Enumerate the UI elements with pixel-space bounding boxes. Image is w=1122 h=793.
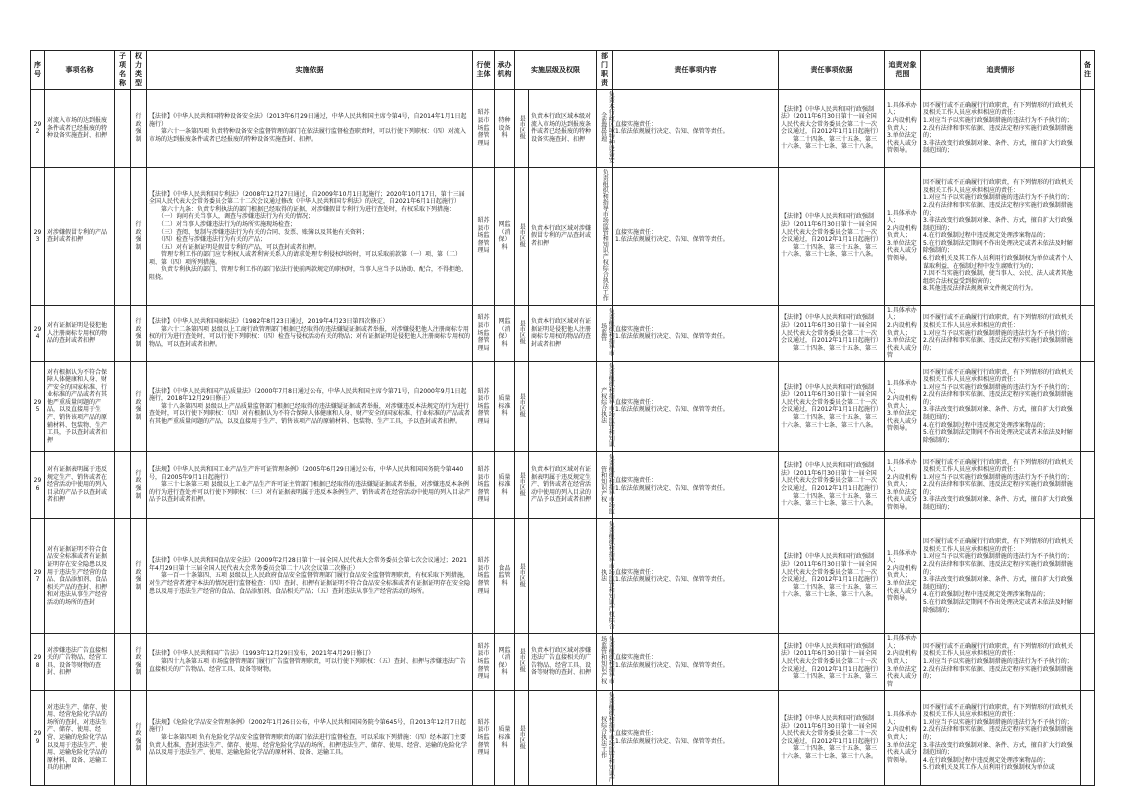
header-circ: 追责情形 <box>921 51 1081 90</box>
cell-scope-text: 1.具体承办人； 2.内设机构负责人； 3.单位法定代表人或分管领导。 <box>887 549 918 603</box>
cell-seq <box>31 362 45 452</box>
cell-type <box>131 633 147 690</box>
cell-dutybasis <box>779 519 885 634</box>
cell-type-text: 行政强制 <box>135 646 142 677</box>
cell-circ-text: 因不履行或不正确履行行政职责，有下列情形的行政机关及相关工作人员应承担相应的责任： 1.对应当予以实施行政强制措施的违法行为不予执行的； 2.没有法律和事实依据、违反法定程序实施行政强制措施的； 3.非法改变行政强制对象、条件、方式，擅自扩大行政强制范围的； 4.在行政强制过程中违反规定处理涉案物品的； 5.行政机关及其工作人员利用行政强制权为单位或 <box>923 703 1074 772</box>
cell-type-text: 行政强制 <box>135 560 142 591</box>
cell-basis <box>147 90 473 168</box>
cell-level-tier <box>515 167 529 305</box>
cell-name-text: 对流入市场的达到报废条件或者已经报废的特种设备实施查封、扣押 <box>47 116 108 140</box>
cell-seq <box>31 167 45 305</box>
cell-seq-text: 293 <box>33 228 42 244</box>
cell-dept <box>597 167 613 305</box>
cell-basis-text: 【法律】《中华人民共和国商标法》（1982年8月23日通过，2019年4月23日第四次修正） 第六十二条第四项 县级以上工商行政管理部门根据已经取得的违法嫌疑证据或者举报，对涉嫌侵犯他人注册商标专用权的行为进行查处时，可以行使下列职权：（四）检查与侵权活动有关的物品；对有证据证明是侵犯他人注册商标专用权的物品，可以查封或者扣押。 <box>149 318 471 348</box>
cell-name-text: 对涉嫌假冒专利的产品查封或者扣押 <box>47 228 108 244</box>
cell-dutybasis <box>779 305 885 362</box>
cell-seq-text: 298 <box>33 654 42 669</box>
cell-seq-text: 299 <box>33 730 42 745</box>
cell-type <box>131 167 147 305</box>
cell-dutybasis-text: 【法律】《中华人民共和国行政强制法》（2011年6月30日第十一届全国人民代表大会常务委员会第二十一次会议通过，自2012年1月1日起施行） 第二十四条、第三十五条、第三十六条、第三十七条、第三十八条。 <box>781 383 882 429</box>
cell-seq-text: 294 <box>33 325 42 341</box>
cell-org-text: 网监（消保）科 <box>498 646 511 677</box>
cell-scope-text: 1.具体承办人； 2.内设机构负责人； 3.单位法定代表人或分管 <box>887 306 918 360</box>
cell-circ <box>921 519 1081 634</box>
cell-scope-text: 1.具体承办人； 2.内设机构负责人； 3.单位法定代表人或分管领导。 <box>887 379 918 433</box>
cell-name-text: 对违法生产、储存、使用、经营危险化学品的场所的查封，对违法生产、储存、使用、经营、运输的危险化学品以及用于违法生产、使用、运输危险化学品的原材料、设备、运输工具的扣押 <box>47 703 108 772</box>
cell-circ <box>921 305 1081 362</box>
cell-type-text: 行政强制 <box>135 469 142 500</box>
cell-type-text: 行政强制 <box>135 113 142 143</box>
cell-dept <box>597 451 613 519</box>
cell-subject-text: 昭苏县市场监督管理局 <box>477 557 490 595</box>
cell-duty-text: 直接实施责任： 1.依法依规履行决定、告知、保管等责任。 <box>615 398 729 414</box>
cell-org <box>495 690 515 786</box>
cell-org-text: 食品监管科 <box>498 564 511 587</box>
cell-seq-text: 292 <box>33 120 42 136</box>
cell-dutybasis <box>779 362 885 452</box>
cell-circ-text: 因不履行或不正确履行行政职责，有下列情形的行政机关及相关工作人员应承担相应的责任： 1.对应当予以实施行政强制措施的违法行为不予执行的； 2.没有法律和事实依据、违反法定程序实施行政强制措施的； 3.非法改变行政强制对象、条件、方式，擅自扩大行政强制范围的； <box>923 458 1074 512</box>
cell-dutybasis-text: 【法律】《中华人民共和国行政强制法》（2011年6月30日第十一届全国人民代表大会常务委员会第二十一次会议通过，自2012年1月1日起施行） 第二十四条、第三十五条、第三十六条、第三十七条、第三十八条。 <box>781 213 882 259</box>
cell-org <box>495 90 515 168</box>
cell-name <box>45 90 115 168</box>
cell-seq-text: 295 <box>33 398 42 414</box>
table-row <box>31 90 1095 168</box>
cell-sub <box>115 90 131 168</box>
cell-duty <box>613 90 779 168</box>
cell-scope-text: 1.具体承办人； 2.内设机构负责人； 3.单位法定代表人或分管领导。 <box>887 101 918 155</box>
cell-seq <box>31 633 45 690</box>
cell-level-tier <box>515 90 529 168</box>
cell-duty <box>613 690 779 786</box>
cell-subject-text: 昭苏县市场监督管理局 <box>477 217 490 255</box>
cell-type <box>131 362 147 452</box>
cell-level-tier-text: 县市区级 <box>518 471 526 496</box>
cell-duty-text: 直接实施责任： 1.依法依规履行决定、告知、保管等责任。 <box>615 568 729 584</box>
cell-dept-text: 负责组织和指导市场监管和知识产权综合执法工作 <box>599 691 615 782</box>
cell-level-tier <box>515 305 529 362</box>
cell-note <box>1081 362 1095 452</box>
cell-circ-text: 因不履行或不正确履行行政职责，有下列情形的行政机关及相关工作人员应承担相应的责任： 1.对应当予以实施行政强制措施的违法行为不予执行的； 2.没有法律和事实依据、违反法定程序实施行政强制措施的； 3.非法改变行政强制对象、条件、方式，擅自扩大行政强制范围的； 4.在行政强制过程中违反规定处理涉案物品的； 5.在行政强制法定期间不作出处理决定或者未依法及时解除强制的； <box>923 538 1074 614</box>
cell-org-text: 网监（消保）科 <box>498 220 511 251</box>
cell-type <box>131 451 147 519</box>
cell-dept-text: 负责组织和指导市场监管和知识产权综合执法 <box>599 363 615 448</box>
cell-seq <box>31 90 45 168</box>
power-list-table <box>30 50 1095 786</box>
cell-level-tier <box>515 451 529 519</box>
cell-subject <box>473 90 495 168</box>
header-level: 实施层级及权限 <box>515 51 597 90</box>
cell-duty-text: 直接实施责任： 1.依法依规履行决定、告知、保管等责任。 <box>615 730 729 745</box>
cell-basis <box>147 167 473 305</box>
cell-note <box>1081 690 1095 786</box>
cell-level <box>529 362 597 452</box>
header-seq: 序号 <box>31 51 45 90</box>
cell-seq-text: 297 <box>33 568 42 584</box>
cell-name-text: 对有证据证明不符合食品安全标准或者有证据证明存在安全隐患以及用于违法生产经营的食品、食品添加剂、食品相关产品的查封、扣押和对违法从事生产经营活动的场所的查封 <box>47 545 108 606</box>
cell-basis-text: 【法律】《中华人民共和国食品安全法》（2009年2月28日第十一届全国人民代表大会常务委员会第七次会议通过；2021年4月29日第十三届全国人民代表大会常务委员会第二十八次会议第二次修正） 第一百一十条第四、五项 县级以上人民政府食品安全监督管理部门履行食品安全监督管理职责，有权采取下列措施，对生产经营者遵守本法的情况进行监督检查：（四）查封、扣押有证据证明不符合食品安全标准或者有证据证明存在安全隐患以及用于违法生产经营的食品、食品添加剂、食品相关产品；（五）查封违法从事生产经营活动的场所。 <box>149 557 471 595</box>
cell-note <box>1081 519 1095 634</box>
cell-circ <box>921 90 1081 168</box>
cell-level <box>529 519 597 634</box>
cell-name <box>45 451 115 519</box>
cell-subject <box>473 305 495 362</box>
header-subject: 行使主体 <box>473 51 495 90</box>
cell-basis <box>147 633 473 690</box>
cell-level-text: 负责本行政区域对涉嫌假冒专利的产品查封或者扣押 <box>531 224 592 247</box>
cell-duty-text: 直接实施责任： 1.依法依规履行决定、告知、保管等责任。 <box>615 654 729 669</box>
cell-type-text: 行政强制 <box>135 220 142 251</box>
cell-duty <box>613 362 779 452</box>
cell-circ <box>921 451 1081 519</box>
cell-subject-text: 昭苏县市场监督管理局 <box>477 387 490 425</box>
cell-basis <box>147 451 473 519</box>
cell-dept-text: 负责组织和指导市场监管和知识产权综合执法 <box>599 520 615 629</box>
cell-level-tier-text: 县市区级 <box>518 393 526 418</box>
cell-circ <box>921 167 1081 305</box>
cell-scope-text: 1.具体承办人； 2.内设机构负责人； 3.单位法定代表人或分管领导。 <box>887 458 918 512</box>
cell-sub <box>115 451 131 519</box>
cell-dutybasis <box>779 451 885 519</box>
cell-type-text: 行政强制 <box>135 722 142 753</box>
cell-duty-text: 直接实施责任： 1.依法依规履行决定、告知、保管等责任。 <box>615 228 729 244</box>
cell-dutybasis-text: 【法律】《中华人民共和国行政强制法》（2011年6月30日第十一届全国人民代表大会常务委员会第二十一次会议通过，自2012年1月1日起施行） 第二十四条、第三十五条、第三十六条、第三十七条、第三十八条。 <box>781 462 882 508</box>
table-row <box>31 690 1095 786</box>
header-scope: 追责对象范围 <box>885 51 921 90</box>
cell-type <box>131 519 147 634</box>
cell-level-tier <box>515 633 529 690</box>
cell-dutybasis <box>779 90 885 168</box>
cell-level <box>529 690 597 786</box>
table-row <box>31 633 1095 690</box>
cell-subject <box>473 167 495 305</box>
cell-type <box>131 90 147 168</box>
cell-sub <box>115 519 131 634</box>
table-row <box>31 305 1095 362</box>
cell-circ-text: 因不履行或不正确履行行政职责，有下列情形的行政机关及相关工作人员应承担相应的责任： 1.对应当予以实施行政强制措施的违法行为不予执行的； 2.没有法律和事实依据、违反法定程序实施行政强制措施的； <box>923 642 1074 681</box>
cell-dutybasis-text: 【法律】《中华人民共和国行政强制法》（2011年6月30日第十一届全国人民代表大会常务委员会第二十一次会议通过，自2012年1月1日起施行） 第二十四条、第三十五条、第三十六条、第三十七条、第三十八条。 <box>781 715 882 761</box>
cell-dept <box>597 690 613 786</box>
cell-dutybasis <box>779 690 885 786</box>
cell-type-text: 行政强制 <box>135 391 142 422</box>
cell-subject <box>473 690 495 786</box>
cell-scope <box>885 451 921 519</box>
header-sub: 子项名称 <box>115 51 131 90</box>
cell-duty <box>613 633 779 690</box>
cell-circ-text: 因不履行或不正确履行行政职责，有下列情形的行政机关及相关工作人员应承担相应的责任： 1.对应当予以实施行政强制措施的违法行为不予执行的； 2.没有法律和事实依据、违反法定程序实施行政强制措施的； <box>923 314 1074 352</box>
cell-seq <box>31 305 45 362</box>
cell-level <box>529 305 597 362</box>
cell-basis <box>147 519 473 634</box>
cell-basis-text: 【法律】《中华人民共和国产品质量法》（2000年7月8日通过公布，中华人民共和国主席令第71号，自2000年9月1日起施行，2018年12月29日修正） 第十八条第四项 县级以上产品质量监督部门根据已经取得的违法嫌疑证据或者举报，对涉嫌违反本法规定的行为进行查处时，可以行使下列职权：（四）对有根据认为不符合保障人体健康和人身、财产安全的国家标准、行业标准的产品或者有其他严重质量问题的产品，以及直接用于生产、销售该项产品的原辅材料、包装物、生产工具，予以查封或者扣押。 <box>149 387 471 425</box>
cell-sub <box>115 633 131 690</box>
cell-type <box>131 305 147 362</box>
cell-org-text: 网监（消保）科 <box>498 318 511 348</box>
cell-sub <box>115 690 131 786</box>
cell-scope <box>885 362 921 452</box>
cell-level-text: 负责本行政区域对涉嫌违法广告直接相关的广告物品、经营工具、设备等财物的查封、扣押 <box>531 646 592 677</box>
cell-duty <box>613 305 779 362</box>
cell-level-text: 负责本行政区域本级对流入市场的达到报废条件或者已经报废的特种设备实施查封、扣押 <box>531 113 592 143</box>
cell-name <box>45 305 115 362</box>
cell-circ-text: 因不履行或不正确履行行政职责，有下列情形的行政机关及相关工作人员应承担相应的责任： 1.对应当予以实施行政强制措施的违法行为不予执行的； 2.没有法律和事实依据、违反法定程序实施行政强制措施的； 3.非法改变行政强制对象、条件、方式，擅自扩大行政强制范围的； 4.在行政强制过程中违反规定处理涉案物品的； 5.在行政强制法定期间不作出处理决定或者未依法及时解除强制的； 6.行政机关及其工作人员利用行政强制权为单位或者个人谋取利益，在强制过程中发生腐败行为的； 7.因不当实施行政强制，使当事人、公民、法人或者其他组织合法权益受到损害的； 8.其他违反法律法规规章文件规定的行为。 <box>923 179 1074 293</box>
cell-basis-text: 【法律】《中华人民共和国广告法》（1993年12月29日发布，2021年4月29日修订） 第四十九条第五项 市场监督管理部门履行广告监督管理职责，可以行使下列职权：（五）查封、扣押与涉嫌违法广告直接相关的广告物品、经营工具、设备等财物。 <box>149 650 466 673</box>
header-note: 备注 <box>1081 51 1095 90</box>
cell-level-tier <box>515 690 529 786</box>
cell-dept <box>597 305 613 362</box>
cell-subject <box>473 451 495 519</box>
cell-scope <box>885 633 921 690</box>
cell-note <box>1081 167 1095 305</box>
cell-duty-text: 直接实施责任： 1.依法依规履行决定、告知、保管等责任。 <box>615 120 729 136</box>
cell-basis <box>147 305 473 362</box>
cell-dutybasis-text: 【法律】《中华人民共和国行政强制法》（2011年6月30日第十一届全国人民代表大会常务委员会第二十一次会议通过，自2012年1月1日起施行） 第二十四条、第三十五条、第三 <box>781 642 882 681</box>
cell-circ-text: 因不履行或不正确履行行政职责，有下列情形的行政机关及相关工作人员应承担相应的责任： 1.对应当予以实施行政强制措施的违法行为不予执行的； 2.没有法律和事实依据、违反法定程序实施行政强制措施的； 3.非法改变行政强制对象、条件、方式，擅自扩大行政强制范围的； <box>923 101 1074 155</box>
header-org: 承办机构 <box>495 51 515 90</box>
cell-org-text: 质量标准科 <box>498 395 511 418</box>
cell-scope-text: 1.具体承办人； 2.内设机构负责人； 3.单位法定代表人或分管领导。 <box>887 711 918 764</box>
cell-dept-text: 负责组织和指导市场监管和知识产权综合执法工作 <box>601 168 609 301</box>
cell-name-text: 对有证据证明是侵犯他人注册商标专用权的物品的查封或者扣押 <box>47 322 108 345</box>
cell-name <box>45 362 115 452</box>
cell-name <box>45 690 115 786</box>
cell-subject-text: 昭苏县市场监督管理局 <box>477 109 490 147</box>
cell-basis-text: 【法规】《中华人民共和国工业产品生产许可证管理条例》（2005年6月29日通过公布，中华人民共和国国务院令第440号，自2005年9月1日起施行） 第三十七条第三项 县级以上工业产品生产许可证主管部门根据已经取得的违法嫌疑证据或者举报，对涉嫌违反本条例的行为进行查处并可以行使下列职权：（三）对有证据表明属于违反本条例生产、销售或者在经营活动中使用的列入目录产品予以查封或者扣押。 <box>149 466 471 504</box>
cell-scope <box>885 690 921 786</box>
cell-dutybasis <box>779 633 885 690</box>
cell-subject <box>473 633 495 690</box>
header-basis: 实施依据 <box>147 51 473 90</box>
cell-circ <box>921 362 1081 452</box>
cell-note <box>1081 633 1095 690</box>
cell-dutybasis-text: 【法律】《中华人民共和国行政强制法》（2011年6月30日第十一届全国人民代表大会常务委员会第二十一次会议通过，自2012年1月1日起施行） 第二十四条、第三十五条、第三 <box>781 314 882 352</box>
cell-basis <box>147 362 473 452</box>
cell-scope <box>885 305 921 362</box>
cell-level <box>529 167 597 305</box>
cell-dutybasis-text: 【法律】《中华人民共和国行政强制法》（2011年6月30日第十一届全国人民代表大会常务委员会第二十一次会议通过，自2012年1月1日起施行） 第二十四条、第三十五条、第三十六条、第三十七条、第三十八条。 <box>781 105 882 151</box>
header-dept: 部门职责 <box>597 51 613 90</box>
cell-dept-text: 负责组织和指导市场监管和知识产权 <box>599 453 615 514</box>
cell-level-tier-text: 县市区级 <box>518 724 526 749</box>
cell-level-tier-text: 县市区级 <box>518 320 526 345</box>
cell-duty-text: 直接实施责任： 1.依法依规履行决定、告知、保管等责任。 <box>615 477 729 493</box>
cell-note <box>1081 451 1095 519</box>
cell-level <box>529 633 597 690</box>
cell-note <box>1081 90 1095 168</box>
cell-circ-text: 因不履行或不正确履行行政职责，有下列情形的行政机关及相关工作人员应承担相应的责任： 1.对应当予以实施行政强制措施的违法行为不予执行的； 2.没有法律和事实依据、违反法定程序实施行政强制措施的； 3.非法改变行政强制对象、条件、方式，擅自扩大行政强制范围的； 4.在行政强制过程中违反规定处理涉案物品的； 5.在行政强制法定期间不作出处理决定或者未依法及时解除强制的； <box>923 368 1074 444</box>
cell-seq <box>31 451 45 519</box>
cell-scope-text: 1.具体承办人； 2.内设机构负责人； 3.单位法定代表人或分管领导。 <box>887 209 918 263</box>
cell-dept-text: 负责组织和指导市场监管和知识产权 <box>599 636 615 685</box>
cell-name <box>45 167 115 305</box>
cell-duty-text: 直接实施责任： 1.依法依规履行决定、告知、保管等责任。 <box>615 325 729 341</box>
cell-type <box>131 690 147 786</box>
cell-circ <box>921 690 1081 786</box>
cell-seq <box>31 519 45 634</box>
cell-scope-text: 1.具体承办人； 2.内设机构负责人； 3.单位法定代表人或分管 <box>887 635 918 688</box>
cell-basis-text: 【法规】《危险化学品安全管理条例》（2002年1月26日公布，中华人民共和国国务院令第645号，自2013年12月7日起施行） 第七条第四项 负有危险化学品安全监督管理职责的部门依法进行监督检查，可以采取下列措施：（四）经本部门主要负责人批准，查封违法生产、储存、使用、经营危险化学品的场所，扣押违法生产、储存、使用、经营、运输的危险化学品以及用于违法生产、使用、运输危险化学品的原材料、设备、运输工具。 <box>149 718 468 757</box>
cell-org-text: 质量标准科 <box>498 473 511 496</box>
header-type: 权力类型 <box>131 51 147 90</box>
table-row <box>31 451 1095 519</box>
cell-seq-text: 296 <box>33 477 42 493</box>
cell-level-tier <box>515 519 529 634</box>
cell-sub <box>115 362 131 452</box>
cell-org-text: 特种设备科 <box>498 116 511 140</box>
cell-seq <box>31 690 45 786</box>
header-name: 事项名称 <box>45 51 115 90</box>
cell-basis <box>147 690 473 786</box>
cell-org <box>495 633 515 690</box>
table-row <box>31 362 1095 452</box>
cell-subject-text: 昭苏县市场监督管理局 <box>477 466 490 504</box>
cell-level-tier-text: 县市区级 <box>518 648 526 673</box>
header-dutybasis: 责任事项依据 <box>779 51 885 90</box>
table-row <box>31 519 1095 634</box>
cell-dept-text: 负责本行政区域特种设备安全监督管理 <box>599 91 615 163</box>
cell-level-text: 负责本行政区域对有证据表明属于违反规定生产、销售或者在经营活动中使用的列入目录的产品予以查封或者扣押 <box>531 466 592 504</box>
cell-dept <box>597 90 613 168</box>
header-duty: 责任事项内容 <box>613 51 779 90</box>
cell-scope <box>885 167 921 305</box>
cell-level-tier <box>515 362 529 452</box>
cell-level <box>529 90 597 168</box>
cell-name <box>45 519 115 634</box>
cell-level-text: 负责本行政区域对有证据证明是侵犯他人注册商标专用权的物品的查封或者扣押 <box>531 318 592 348</box>
cell-dutybasis <box>779 167 885 305</box>
cell-subject-text: 昭苏县市场监督管理局 <box>477 642 490 681</box>
cell-dept <box>597 362 613 452</box>
table-row <box>31 167 1095 305</box>
cell-duty <box>613 167 779 305</box>
cell-org-text: 质量标准科 <box>498 726 511 749</box>
cell-subject-text: 昭苏县市场监督管理局 <box>477 718 490 757</box>
cell-dept-text: 负责组织和指导市场监管 <box>599 308 615 357</box>
header-row <box>31 51 1095 90</box>
cell-subject <box>473 519 495 634</box>
cell-org <box>495 305 515 362</box>
cell-dutybasis-text: 【法律】《中华人民共和国行政强制法》（2011年6月30日第十一届全国人民代表大会常务委员会第二十一次会议通过，自2012年1月1日起施行） 第二十四条、第三十五条、第三十六条、第三十七条、第三十八条。 <box>781 553 882 599</box>
cell-scope <box>885 519 921 634</box>
cell-name-text: 对有根据认为不符合保障人体健康和人身、财产安全的国家标准、行业标准的产品或者有其他严重质量问题的产品，以及直接用于生产、销售该项产品的原辅材料、包装物、生产工具，予以查封或者扣押 <box>47 368 108 444</box>
cell-type-text: 行政强制 <box>135 318 142 348</box>
cell-sub <box>115 167 131 305</box>
cell-dept <box>597 633 613 690</box>
cell-duty <box>613 451 779 519</box>
cell-subject <box>473 362 495 452</box>
cell-duty <box>613 519 779 634</box>
cell-circ <box>921 633 1081 690</box>
cell-org <box>495 362 515 452</box>
cell-dept <box>597 519 613 634</box>
cell-note <box>1081 305 1095 362</box>
cell-sub <box>115 305 131 362</box>
cell-scope <box>885 90 921 168</box>
cell-level <box>529 451 597 519</box>
cell-basis-text: 【法律】《中华人民共和国特种设备安全法》（2013年6月29日通过，中华人民共和国主席令第4号，自2014年1月1日起施行） 第六十一条第四项 负责特种设备安全监督管理的部门在依法履行监督检查职责时，可以行使下列职权：（四）对流入市场的达到报废条件或者已经报废的特种设备实施查封、扣押。 <box>149 113 467 143</box>
cell-name-text: 对有证据表明属于违反规定生产、销售或者在经营活动中使用的列入目录的产品予以查封或者扣押 <box>47 466 108 504</box>
cell-basis-text: 【法律】《中华人民共和国专利法》（2008年12月27日通过，自2009年10月1日起施行；2020年10月17日，第十三届全国人民代表大会常务委员会第二十二次会议通过修改《中华人民共和国专利法》的决定，自2021年6月1日起施行） 第六十九条：负责专利执法的部门根据已经取得的证据，对涉嫌假冒专利行为进行查处时，有权采取下列措施： （一）询问有关当事人，调查与涉嫌违法行为有关的情况； （二）对当事人涉嫌违法行为的场所实施现场检查； （三）查阅、复制与涉嫌违法行为有关的合同、发票、账簿以及其他有关资料； （四）检查与涉嫌违法行为有关的产品； （五）对有证据证明是假冒专利的产品，可以查封或者扣押。 管理专利工作的部门应专利权人或者利害关系人的请求处理专利侵权纠纷时，可以采取前款第（一）项、第（二）项、第（四）项所列措施。 负责专利执法的部门、管理专利工作的部门依法行使前两款规定的职权时，当事人应当予以协助、配合，不得拒绝、阻挠。 <box>149 190 468 282</box>
cell-name <box>45 633 115 690</box>
cell-level-tier-text: 县市区级 <box>518 115 526 139</box>
cell-name-text: 对涉嫌违法广告直接相关的广告物品、经营工具、设备等财物的查封、扣押 <box>47 646 108 677</box>
cell-org <box>495 167 515 305</box>
cell-org <box>495 451 515 519</box>
cell-subject-text: 昭苏县市场监督管理局 <box>477 314 490 352</box>
cell-org <box>495 519 515 634</box>
cell-level-tier-text: 县市区级 <box>518 562 526 587</box>
cell-level-tier-text: 县市区级 <box>518 222 526 247</box>
